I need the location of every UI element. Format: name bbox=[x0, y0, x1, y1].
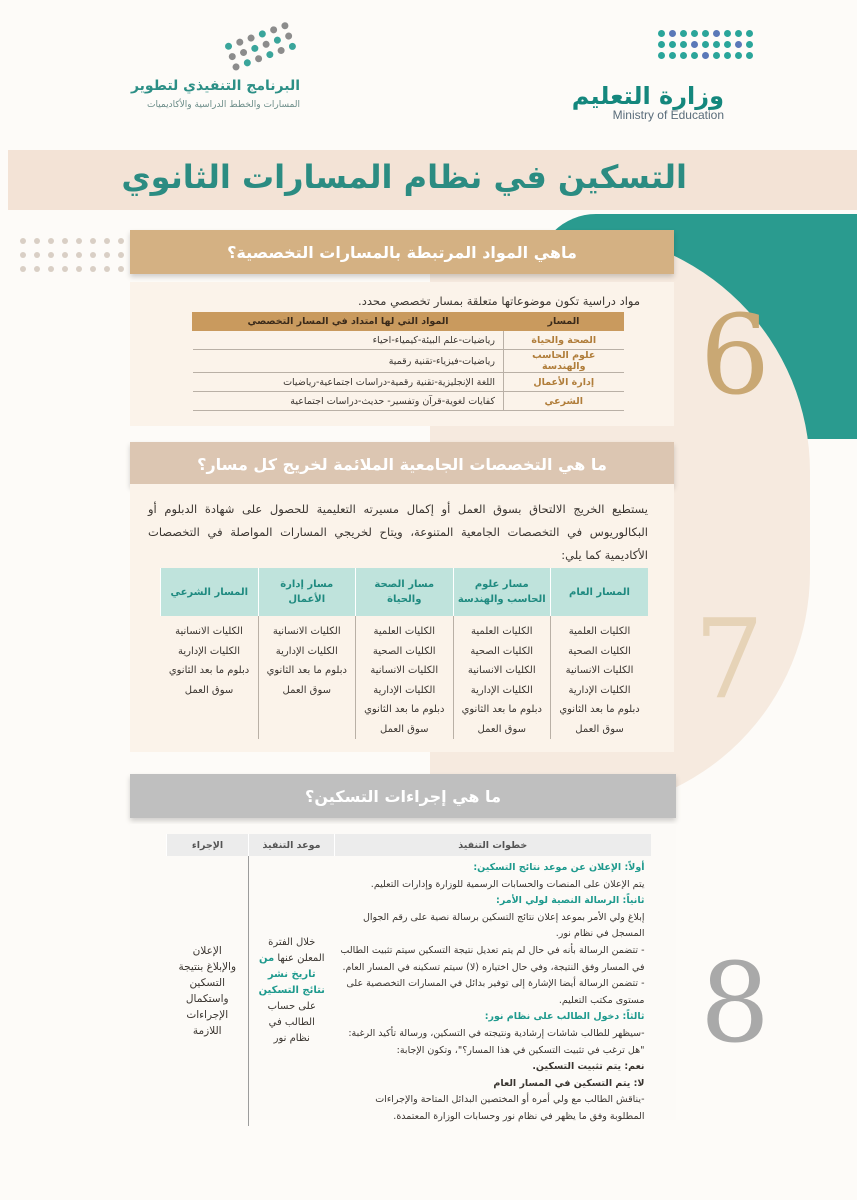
list-item: الكليات الانسانية bbox=[565, 665, 634, 676]
step-text: -يناقش الطالب مع ولي أمره أو المختصين البدائل المتاحة والإجراءات المطلوبة وفق ما يظهر في نظام نور وحسابات الوزارة المعتمدة. bbox=[375, 1094, 645, 1122]
execution-timing bbox=[249, 856, 335, 1126]
column-header-health-track: مسار الصحة والحياة bbox=[356, 568, 454, 616]
list-item: الكليات الإدارية bbox=[568, 684, 631, 696]
table-row bbox=[193, 392, 624, 411]
list-item: دبلوم ما بعد الثانوي bbox=[364, 704, 445, 715]
column-header-timing: موعد التنفيذ bbox=[249, 834, 335, 856]
ministry-name-ar: وزارة التعليم bbox=[571, 82, 724, 110]
placement-procedures-table bbox=[166, 834, 651, 1126]
majors-list bbox=[356, 616, 454, 739]
column-header-business-track: مسار إدارة الأعمال bbox=[258, 568, 356, 616]
step-option-yes: نعم: يتم تثبيت التسكين. bbox=[532, 1061, 645, 1073]
section-7-heading: ما هي التخصصات الجامعية الملائمة لخريج كل مسار؟ bbox=[130, 442, 674, 486]
list-item: دبلوم ما بعد الثانوي bbox=[559, 704, 640, 715]
track-name: علوم الحاسب والهندسة bbox=[504, 350, 624, 373]
section-6-intro: مواد دراسية تكون موضوعاتها متعلقة بمسار تخصصي محدد. bbox=[358, 294, 640, 308]
column-header-subjects: المواد التي لها امتداد في المسار التخصصي bbox=[193, 313, 504, 331]
track-name: الشرعي bbox=[504, 392, 624, 411]
table-row bbox=[193, 350, 624, 373]
list-item: سوق العمل bbox=[575, 723, 624, 735]
list-item: سوق العمل bbox=[477, 723, 526, 735]
table-row bbox=[193, 331, 624, 350]
section-7-card bbox=[130, 484, 674, 752]
track-subjects-table bbox=[192, 312, 624, 411]
timing-highlight: من تاريخ نشر نتائج التسكين bbox=[258, 952, 325, 996]
list-item: دبلوم ما بعد الثانوي bbox=[461, 704, 542, 715]
column-header-track: المسار bbox=[504, 313, 624, 331]
step-text: يتم الإعلان على المنصات والحسابات الرسمية للوزارة وإدارات التعليم. bbox=[370, 878, 645, 890]
list-item: دبلوم ما بعد الثانوي bbox=[266, 665, 347, 676]
program-subtitle: المسارات والخطط الدراسية والأكاديميات bbox=[147, 100, 300, 110]
decorative-dots bbox=[20, 238, 124, 272]
step-text: - تتضمن الرسالة بأنه في حال لم يتم تعديل نتيجة التسكين سيتم تثبيت الطالب في المسار وفق النتيجة، وفي حال اختياره (لا) سيتم تسكينه في المسار العام. bbox=[340, 944, 645, 973]
track-subjects: رياضيات-فيزياء-تقنية رقمية bbox=[193, 350, 504, 373]
list-item: الكليات الصحية bbox=[568, 645, 631, 657]
table-row bbox=[167, 856, 651, 1126]
column-header-sharia-track: المسار الشرعي bbox=[161, 568, 259, 616]
track-name: الصحة والحياة bbox=[504, 331, 624, 350]
list-item: الكليات الصحية bbox=[372, 645, 436, 657]
majors-list bbox=[161, 616, 259, 739]
ministry-name-en: Ministry of Education bbox=[612, 108, 724, 122]
step-text: -سيظهر للطالب شاشات إرشادية ونتيجته في التسكين، ورسالة تأكيد الرغبة: "هل ترغب في تثبيت التسكين في هذا المسار؟"، وتكون الإجابة: bbox=[348, 1027, 645, 1056]
list-item: الكليات الانسانية bbox=[467, 665, 536, 676]
list-item: الكليات الصحية bbox=[470, 645, 534, 657]
step-heading: أولاً: الإعلان عن موعد نتائج التسكين: bbox=[473, 862, 645, 873]
column-header-cs-engineering-track: مسار علوم الحاسب والهندسة bbox=[453, 568, 551, 616]
step-heading: ثالثاً: دخول الطالب على نظام نور: bbox=[484, 1011, 645, 1023]
list-item: الكليات الإدارية bbox=[373, 684, 436, 696]
list-item: دبلوم ما بعد الثانوي bbox=[168, 665, 250, 676]
section-6-card bbox=[130, 282, 674, 426]
program-title: البرنامج التنفيذي لتطوير bbox=[130, 78, 300, 94]
timing-text: على حساب الطالب في نظام نور bbox=[267, 1000, 316, 1044]
majors-list bbox=[551, 616, 649, 739]
majors-list bbox=[258, 616, 356, 739]
track-name: إدارة الأعمال bbox=[504, 373, 624, 392]
step-option-no: لا: يتم التسكين في المسار العام bbox=[493, 1077, 645, 1089]
program-logo bbox=[90, 30, 300, 120]
ministry-logo bbox=[571, 30, 790, 122]
procedure-action: الإعلان والإبلاغ بنتيجة التسكين واستكمال الإجراءات اللازمة bbox=[178, 944, 237, 1037]
execution-steps bbox=[335, 856, 651, 1126]
column-header-general-track: المسار العام bbox=[551, 568, 649, 616]
list-item: الكليات العلمية bbox=[373, 626, 435, 637]
track-subjects: اللغة الإنجليزية-تقنية رقمية-دراسات اجتماعية-رياضيات bbox=[193, 373, 504, 392]
list-item: الكليات الانسانية bbox=[175, 626, 243, 637]
timing-text: خلال الفترة المعلن عنها bbox=[268, 936, 325, 964]
table-row bbox=[193, 373, 624, 392]
section-number-7: 7 bbox=[694, 595, 764, 723]
section-8-card bbox=[130, 824, 676, 1120]
column-header-steps: خطوات التنفيذ bbox=[335, 834, 651, 856]
list-item: سوق العمل bbox=[282, 684, 331, 696]
column-header-action: الإجراء bbox=[167, 834, 249, 856]
section-number-6: 6 bbox=[700, 291, 770, 419]
track-subjects: كفايات لغوية-قرآن وتفسير- حديث-دراسات اجتماعية bbox=[193, 392, 504, 411]
list-item: الكليات العلمية bbox=[471, 626, 533, 637]
section-number-8: 8 bbox=[700, 939, 770, 1067]
list-item: سوق العمل bbox=[184, 684, 234, 696]
university-majors-table bbox=[160, 568, 648, 739]
step-heading: ثانياً: الرسالة النصية لولي الأمر: bbox=[496, 895, 645, 907]
page-title: التسكين في نظام المسارات الثانوي bbox=[121, 158, 687, 196]
ministry-logo-mark-icon bbox=[658, 30, 753, 59]
list-item: الكليات الإدارية bbox=[275, 645, 338, 657]
list-item: الكليات الإدارية bbox=[470, 684, 533, 696]
program-logo-mark-icon bbox=[223, 21, 297, 72]
step-text: إبلاغ ولي الأمر بموعد إعلان نتائج التسكين برسالة نصية على رقم الجوال المسجل في نظام نور. bbox=[362, 911, 645, 940]
step-text: - تتضمن الرسالة أيضا الإشارة إلى توفير بدائل في المسارات التخصصية على مستوى مكتب التعليم. bbox=[346, 978, 645, 1006]
list-item: الكليات الانسانية bbox=[272, 626, 341, 637]
list-item: الكليات الانسانية bbox=[370, 665, 439, 676]
table-row bbox=[161, 616, 649, 739]
list-item: الكليات الإدارية bbox=[177, 645, 240, 657]
list-item: الكليات العلمية bbox=[568, 626, 631, 637]
list-item: سوق العمل bbox=[380, 723, 429, 735]
section-6-heading: ماهي المواد المرتبطة بالمسارات التخصصية؟ bbox=[130, 230, 674, 274]
track-subjects: رياضيات-علم البيئة-كيمياء-احياء bbox=[193, 331, 504, 350]
section-7-intro: يستطيع الخريج الالتحاق بسوق العمل أو إكمال مسيرته التعليمية للحصول على شهادة الدبلوم أو البكالوريوس في التخصصات الجامعية المتنوعة، ويتاح لخريجي المسارات المواصلة في التخصصات الأكاديمية كما يلي: bbox=[148, 502, 648, 562]
majors-list bbox=[453, 616, 551, 739]
section-8-heading: ما هي إجراءات التسكين؟ bbox=[130, 774, 676, 818]
